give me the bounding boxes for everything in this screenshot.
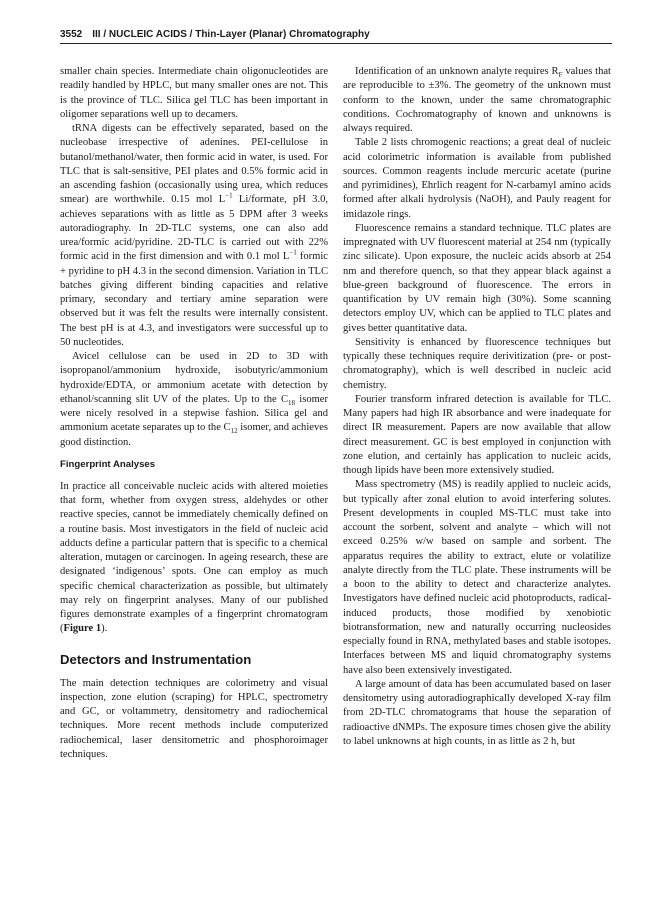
paragraph: smaller chain species. Intermediate chain oligonucleotides are readily handled by HPLC, but many smaller ones are not. This is the province of TLC. Silica gel TLC has been important in oligomer separations well up to decamers. (60, 66, 328, 120)
paragraph: tRNA digests can be effectively separated, based on the nucleobase irrespective of adenines. PEI-cellulose in butanol/methanol/water, then formic acid in water, is used. For TLC that is salt-sensitive, PEI plates and 0.5% formic acid in an ascending fashion (occasionally using urea, which reduces smear) are worthwhile. 0.15 mol $L^{-1}$ Li/formate, pH 3.0, achieves separations with as little as 5 DPM after 3 weeks autoradiography. In 2D-TLC systems, one can also add urea/formic acid/pyridine. 2D-TLC is carried out with 22% formic acid in the first dimension and with 0.1 mol $L^{-1}$ formic + pyridine to pH 4.3 in the second dimension. Variation in TLC batches giving different binding capacities and relative primary, secondary and tertiary amine separation were observed but it was felt the results were internally consistent. The best pH is at 4.3, and investigators were successful up to 50 nucleotides. (60, 123, 328, 348)
section-heading-fingerprint: Fingerprint Analyses (60, 458, 156, 470)
paragraph: The main detection techniques are colorimetry and visual inspection, zone elution (scraping) for HPLC, spectrometry and GC, or voltammetry, densitometry and radiochemical techniques. More recent methods include computerized radiochemical, laser densitometric and phosphoroimager techniques. (60, 677, 328, 760)
paragraph: Identification of an unknown analyte requires $R_F$ values that are reproducible to ±3%. The geometry of the unknown must conform to the known, under the same chromatographic conditions. Cochromatography of known and unknowns is always required. (343, 66, 611, 134)
paragraph: Mass spectrometry (MS) is readily applied to nucleic acids, but typically after zonal elution to avoid interfering solutes. Present developments in coupled MS-TLC must take into account the sorbent, solvent and analyte – which will not exceed 0.25% w/w based on sample and sorbent. The apparatus requires the ability to extract, elute or volatilize analyte directly from the TLC plate. These instruments will be a boon to the ability to detect and characterize analytes. Investigators have defined nucleic acid photoproducts, radical-induced products, those modified by xenobiotic biotransformation, new and naturally occurring nucleosides especially found in RNA, methylated bases and stable isotopes. Interfaces between MS and liquid chromatography systems have also been extensively investigated. (343, 479, 611, 676)
paragraph: A large amount of data has been accumulated based on laser densitometry using autoradiographically developed X-ray film from 2D-TLC chromatograms that house the separation of radioactive dNMPs. The exposure times chosen give the ability to label unknowns at high counts, in as little as 2 h, but (343, 678, 611, 747)
paragraph: Table 2 lists chromogenic reactions; a great deal of nucleic acid colorimetric information is available from published sources. Common reagents include mercuric acetate (purine and pyrimidines), Ehrlich reagent for N-carbamyl amino acids formed after alkali hydrolysis (NaOH), and Pauly reagent for imidazole rings. (343, 137, 611, 220)
figure-reference: Figure 1 (63, 623, 102, 635)
paragraph: Fourier transform infrared detection is available for TLC. Many papers had high IR absorbance and were inadequate for direct IR measurement. Papers are now available that allow direct measurement. GC is best employed in conjunction with zone elution, and certainly has application to nucleic acids, though lipids have been more extensively studied. (343, 393, 611, 476)
paragraph: In practice all conceivable nucleic acids with altered moieties that form, whether from oxygen stress, aldehydes or other reactive species, cannot be immediately chemically defined on a routine basis. Most investigators in the field of nucleic acid adducts define a particular pattern that is specific to a chemical alteration, mutagen or carcinogen. In ageing research, these are designated ‘indigenous’ spots. One can employ as much specific chemical characterization as possible, but ultimately may rely on fingerprint analyses. Many of our published figures demonstrate examples of a fingerprint chromatogram (Figure 1). (60, 480, 328, 635)
right-column (343, 65, 611, 749)
paragraph: Sensitivity is enhanced by fluorescence techniques but typically these techniques require derivitization (pre- or post-chromatography), which is well described in nucleic acid chemistry. (343, 336, 611, 391)
header-rule (60, 43, 612, 44)
running-title: III / NUCLEIC ACIDS / Thin-Layer (Planar) Chromatography (92, 29, 370, 40)
paragraph: Fluorescence remains a standard technique. TLC plates are impregnated with UV fluorescent material at 254 nm (typically zinc silicate). Upon exposure, the nucleic acids absorb at 254 nm and therefore quench, so that they appear black against a blue-green background of fluorescence. The errors in quantification by UV remain high (30%). Some scanning detectors employ UV, which can be applied to TLC plates and gives better quantitative data. (343, 222, 611, 334)
section-heading-detectors: Detectors and Instrumentation (60, 651, 252, 667)
paragraph: Avicel cellulose can be used in 2D to 3D with isopropanol/ammonium hydroxide, isobutyric/ammonium hydroxide/EDTA, or ammonium acetate with detection by ethanol/scanning slit UV of the plates. Up to the $C_{18}$ isomer were nicely resolved in a stepwise fashion. Silica gel and ammonium acetate separates up to the $C_{12}$ isomer, and achieves good distinction. (60, 351, 329, 448)
running-header (60, 29, 612, 40)
page-number: 3552 (60, 29, 83, 40)
left-column (60, 65, 328, 762)
